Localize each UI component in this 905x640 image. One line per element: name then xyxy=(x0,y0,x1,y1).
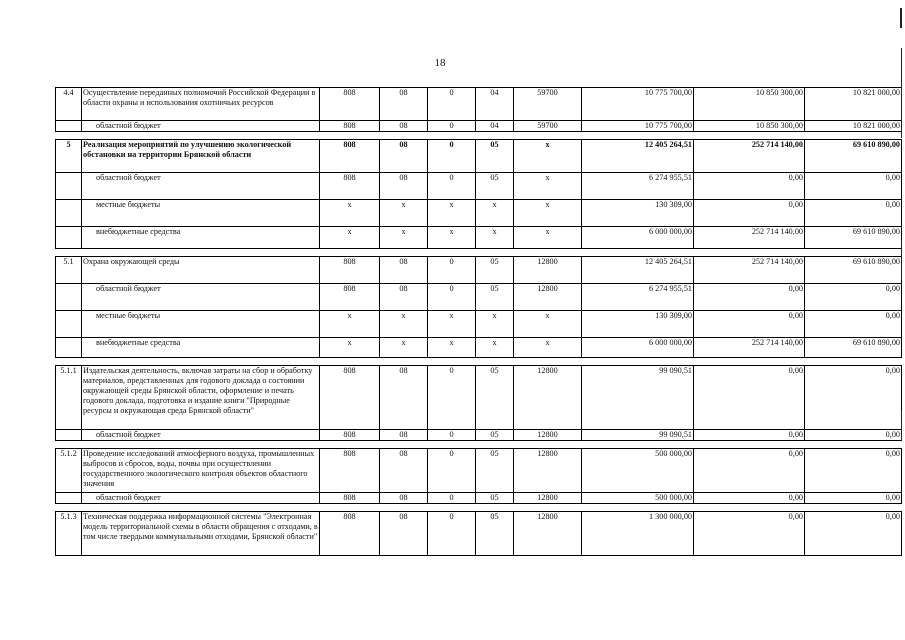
row-name: Издательская деятельность, включая затраты на сбор и обработку материалов, представленных для годового доклада о состоянии окружающей среды Брянской области, оформление и печать годового доклада, подготовка и издание книги "Природные ресурсы и окружающая среда Брянской области" xyxy=(82,366,320,430)
value-year-1: 12 405 264,51 xyxy=(582,140,694,173)
value-year-2: 0,00 xyxy=(694,493,805,504)
value-year-3: 0,00 xyxy=(805,311,902,338)
code-vr: х xyxy=(514,338,582,358)
code-vr: 12800 xyxy=(514,257,582,284)
code-cs: х xyxy=(476,200,514,227)
code-gr: 808 xyxy=(320,140,380,173)
value-year-3: 69 610 890,00 xyxy=(805,257,902,284)
code-cs: 05 xyxy=(476,140,514,173)
code-rz: 08 xyxy=(380,257,428,284)
code-rz: 08 xyxy=(380,430,428,441)
code-gr: 808 xyxy=(320,512,380,556)
code-cs: 05 xyxy=(476,284,514,311)
code-cs: 05 xyxy=(476,493,514,504)
value-year-1: 130 309,00 xyxy=(582,200,694,227)
row-number: 5.1 xyxy=(56,257,82,284)
code-pr: 0 xyxy=(428,512,476,556)
code-vr: х xyxy=(514,173,582,200)
code-rz: 08 xyxy=(380,88,428,121)
code-pr: 0 xyxy=(428,88,476,121)
value-year-1: 10 775 700,00 xyxy=(582,88,694,121)
code-gr: 808 xyxy=(320,430,380,441)
code-rz: 08 xyxy=(380,493,428,504)
table-gap xyxy=(56,132,902,140)
value-year-3: 0,00 xyxy=(805,366,902,430)
code-rz: 08 xyxy=(380,121,428,132)
value-year-1: 6 274 955,51 xyxy=(582,173,694,200)
code-rz: 08 xyxy=(380,173,428,200)
value-year-2: 0,00 xyxy=(694,200,805,227)
code-gr: 808 xyxy=(320,449,380,493)
code-pr: х xyxy=(428,227,476,249)
value-year-2: 0,00 xyxy=(694,449,805,493)
code-cs: 04 xyxy=(476,121,514,132)
row-number xyxy=(56,227,82,249)
value-year-3: 69 610 890,00 xyxy=(805,140,902,173)
value-year-2: 0,00 xyxy=(694,366,805,430)
value-year-1: 99 090,51 xyxy=(582,430,694,441)
row-name: Проведение исследований атмосферного воздуха, промышленных выбросов и сбросов, воды, почвы при осуществлении государственного экологического контроля объектов областного значения xyxy=(82,449,320,493)
value-year-1: 500 000,00 xyxy=(582,493,694,504)
code-rz: 08 xyxy=(380,140,428,173)
code-gr: х xyxy=(320,338,380,358)
value-year-2: 10 850 300,00 xyxy=(694,121,805,132)
table-row xyxy=(56,140,902,173)
code-gr: х xyxy=(320,311,380,338)
row-name: областной бюджет xyxy=(82,493,320,504)
table-subrow xyxy=(56,121,902,132)
code-pr: 0 xyxy=(428,257,476,284)
row-name: Осуществление переданных полномочий Российской Федерации в области охраны и использования охотничьих ресурсов xyxy=(82,88,320,121)
value-year-3: 69 610 890,00 xyxy=(805,227,902,249)
code-pr: 0 xyxy=(428,140,476,173)
row-name: местные бюджеты xyxy=(82,311,320,338)
row-number: 5.1.1 xyxy=(56,366,82,430)
code-vr: 59700 xyxy=(514,88,582,121)
code-rz: х xyxy=(380,338,428,358)
code-vr: х xyxy=(514,227,582,249)
value-year-3: 10 821 000,00 xyxy=(805,88,902,121)
value-year-2: 0,00 xyxy=(694,311,805,338)
value-year-1: 99 090,51 xyxy=(582,366,694,430)
code-pr: 0 xyxy=(428,366,476,430)
code-vr: 12800 xyxy=(514,430,582,441)
table-subrow xyxy=(56,284,902,311)
table-row xyxy=(56,257,902,284)
table-subrow xyxy=(56,227,902,249)
value-year-2: 252 714 140,00 xyxy=(694,227,805,249)
value-year-3: 0,00 xyxy=(805,284,902,311)
table-row xyxy=(56,449,902,493)
value-year-3: 0,00 xyxy=(805,449,902,493)
value-year-3: 0,00 xyxy=(805,430,902,441)
code-pr: 0 xyxy=(428,284,476,311)
code-pr: 0 xyxy=(428,121,476,132)
value-year-1: 12 405 264,51 xyxy=(582,257,694,284)
code-gr: 808 xyxy=(320,366,380,430)
value-year-2: 10 850 300,00 xyxy=(694,88,805,121)
value-year-3: 0,00 xyxy=(805,512,902,556)
row-number xyxy=(56,121,82,132)
code-rz: х xyxy=(380,227,428,249)
code-gr: 808 xyxy=(320,88,380,121)
code-cs: 05 xyxy=(476,257,514,284)
row-name: Техническая поддержка информационной системы "Электронная модель территориальной схемы в области обращения с отходами, в том числе твердыми коммунальными отходами, Брянской области" xyxy=(82,512,320,556)
table-subrow xyxy=(56,311,902,338)
code-gr: 808 xyxy=(320,173,380,200)
row-name: внебюджетные средства xyxy=(82,227,320,249)
code-vr: х xyxy=(514,311,582,338)
row-name: областной бюджет xyxy=(82,430,320,441)
row-name: областной бюджет xyxy=(82,173,320,200)
value-year-2: 0,00 xyxy=(694,173,805,200)
page-edge-mark xyxy=(901,240,902,280)
code-vr: х xyxy=(514,140,582,173)
table-subrow xyxy=(56,200,902,227)
value-year-3: 0,00 xyxy=(805,173,902,200)
code-cs: х xyxy=(476,338,514,358)
value-year-3: 0,00 xyxy=(805,200,902,227)
code-pr: 0 xyxy=(428,449,476,493)
value-year-2: 0,00 xyxy=(694,512,805,556)
code-gr: 808 xyxy=(320,257,380,284)
row-number: 5.1.3 xyxy=(56,512,82,556)
gap-cell xyxy=(56,249,902,257)
row-name: областной бюджет xyxy=(82,121,320,132)
code-pr: х xyxy=(428,311,476,338)
row-number xyxy=(56,173,82,200)
page-edge-mark xyxy=(901,48,902,138)
code-gr: х xyxy=(320,200,380,227)
code-cs: 04 xyxy=(476,88,514,121)
table-gap xyxy=(56,249,902,257)
table-subrow xyxy=(56,430,902,441)
table-gap xyxy=(56,358,902,366)
code-vr: 12800 xyxy=(514,512,582,556)
value-year-2: 0,00 xyxy=(694,284,805,311)
row-number xyxy=(56,430,82,441)
gap-cell xyxy=(56,441,902,449)
row-name: Реализация мероприятий по улучшению экологической обстановки на территории Брянской области xyxy=(82,140,320,173)
table-subrow xyxy=(56,173,902,200)
code-gr: 808 xyxy=(320,121,380,132)
code-cs: 05 xyxy=(476,449,514,493)
value-year-2: 252 714 140,00 xyxy=(694,140,805,173)
value-year-1: 10 775 700,00 xyxy=(582,121,694,132)
code-cs: х xyxy=(476,311,514,338)
budget-table xyxy=(55,87,902,556)
table-row xyxy=(56,512,902,556)
code-pr: х xyxy=(428,200,476,227)
code-gr: 808 xyxy=(320,284,380,311)
table-gap xyxy=(56,441,902,449)
value-year-1: 6 000 000,00 xyxy=(582,227,694,249)
code-cs: х xyxy=(476,227,514,249)
value-year-1: 6 274 955,51 xyxy=(582,284,694,311)
code-vr: х xyxy=(514,200,582,227)
code-pr: х xyxy=(428,338,476,358)
table-gap xyxy=(56,504,902,512)
gap-cell xyxy=(56,132,902,140)
value-year-1: 500 000,00 xyxy=(582,449,694,493)
value-year-2: 252 714 140,00 xyxy=(694,338,805,358)
code-rz: 08 xyxy=(380,512,428,556)
value-year-2: 252 714 140,00 xyxy=(694,257,805,284)
value-year-1: 1 300 000,00 xyxy=(582,512,694,556)
gap-cell xyxy=(56,358,902,366)
code-vr: 12800 xyxy=(514,449,582,493)
code-cs: 05 xyxy=(476,430,514,441)
page-edge-mark xyxy=(900,8,902,28)
page-edge-mark xyxy=(901,410,902,440)
row-number xyxy=(56,493,82,504)
code-rz: 08 xyxy=(380,284,428,311)
row-name: Охрана окружающей среды xyxy=(82,257,320,284)
code-rz: х xyxy=(380,200,428,227)
code-pr: 0 xyxy=(428,173,476,200)
code-pr: 0 xyxy=(428,430,476,441)
code-rz: х xyxy=(380,311,428,338)
value-year-1: 6 000 000,00 xyxy=(582,338,694,358)
table-subrow xyxy=(56,338,902,358)
page-number: 18 xyxy=(434,57,446,69)
code-cs: 05 xyxy=(476,173,514,200)
table-subrow xyxy=(56,493,902,504)
gap-cell xyxy=(56,504,902,512)
row-number: 4.4 xyxy=(56,88,82,121)
value-year-3: 10 821 000,00 xyxy=(805,121,902,132)
code-rz: 08 xyxy=(380,449,428,493)
row-number xyxy=(56,284,82,311)
table-row xyxy=(56,366,902,430)
row-name: областной бюджет xyxy=(82,284,320,311)
code-gr: х xyxy=(320,227,380,249)
code-rz: 08 xyxy=(380,366,428,430)
value-year-3: 0,00 xyxy=(805,493,902,504)
row-number xyxy=(56,311,82,338)
code-vr: 12800 xyxy=(514,493,582,504)
row-number: 5 xyxy=(56,140,82,173)
code-gr: 808 xyxy=(320,493,380,504)
value-year-2: 0,00 xyxy=(694,430,805,441)
code-vr: 59700 xyxy=(514,121,582,132)
value-year-3: 69 610 890,00 xyxy=(805,338,902,358)
value-year-1: 130 309,00 xyxy=(582,311,694,338)
row-number xyxy=(56,200,82,227)
row-name: местные бюджеты xyxy=(82,200,320,227)
code-vr: 12800 xyxy=(514,366,582,430)
row-number: 5.1.2 xyxy=(56,449,82,493)
table-row xyxy=(56,88,902,121)
row-number xyxy=(56,338,82,358)
code-pr: 0 xyxy=(428,493,476,504)
code-cs: 05 xyxy=(476,366,514,430)
row-name: внебюджетные средства xyxy=(82,338,320,358)
code-cs: 05 xyxy=(476,512,514,556)
code-vr: 12800 xyxy=(514,284,582,311)
